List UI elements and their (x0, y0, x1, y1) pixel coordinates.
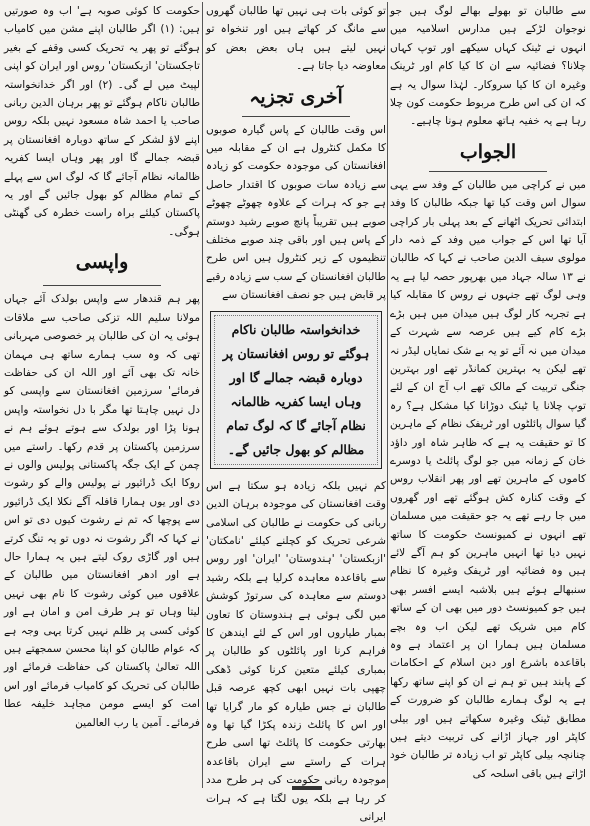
heading-wapsi: واپسی (75, 251, 129, 274)
heading-al-jawab: الجواب (459, 140, 517, 163)
page-footer-tab (292, 786, 322, 790)
column-right-intro: سے طالبان تو بھولے بھالے لوگ ہیں جو نوجوان لڑکے ہیں مدارس اسلامیہ میں انہوں نے ٹینک کہاں سیکھے اور توپ کہاں چلانا؟ فضائیہ سے ان کا کیا کام اور ٹرینک وغیرہ ان کا کیا سروکار۔ لہٰذا سوال یہ ہے کہ ان کی اس طرح مربوط حکومت کون چلا رہا ہے یہ خفیہ ہاتھ معلوم ہونا چاہیے۔ (390, 5, 586, 128)
column-left-intro: حکومت کا کوئی صوبہ ہے' اب وہ صورتیں ہیں: (۱) اگر طالبان اپنے مشن میں کامیاب ہوگئے تو پھر یہ تحریک کسی وقفے کے بغیر تاجکستان' ازبکستان' روس اور ایران کو اپنی لپیٹ میں لے گی۔ (۲) اور اگر خدانخواستہ طالبان ناکام ہوگئے تو پھر برہان الدین ربانی صاحب یا احمد شاہ مسعود نہیں بلکہ روس اپنے لاؤ لشکر کے ساتھ دوبارہ افغانستان پر قبضہ جمالے گا اور پھر وہاں ایسا کفریہ ظالمانہ نظام آجائے گا کہ لوگ اس سے پہلے کے تمام مظالم کو بھول جائیں گے اور یہ پاکستان کیلئے براہ راست خطرہ کی گھنٹی ہوگی۔ (3, 5, 201, 238)
column-divider-1 (387, 2, 388, 788)
column-left (4, 2, 200, 788)
pull-quote-box (210, 311, 382, 469)
column-middle-body-2: کم نہیں بلکہ زیادہ ہو سکتا ہے اس وقت افغانستان کی موجودہ برہان الدین ربانی کی حکومت نے طالبان کی اسلامی شرعی تحریک کو کچلنے کیلئے 'نامکتان' 'ازبکستان' 'ہندوستان' 'ایران' اور روس سے باقاعدہ معاہدہ کرلیا ہے بلکہ رشید دوستم سے معاہدہ کی سرتوڑ کوشش میں لگی ہوئی ہے ہندوستان کا تعاون بمبار طیاروں اور اس کے لئے ایندھن کا فراہم کرنا اور پائلٹوں کو طالبان پر بمباری کیلئے متعین کرنا کوئی ڈھکی چھپی بات نہیں ابھی کچھ عرصہ قبل طالبان نے جس طیارہ کو مار گرایا تھا اور اس کا پائلٹ زندہ پکڑا گیا تھا وہ بھارتی حکومت کا پائلٹ تھا اسی طرح ہرات کے راستے سے ایران باقاعدہ موجودہ ربانی حکومت کی ہر طرح مدد کر رہا ہے بلکہ یوں لگتا ہے کہ ہرات ایرانی (206, 479, 386, 823)
column-divider-2 (202, 2, 203, 788)
column-middle-intro: تو کوئی بات ہی نہیں تھا طالبان گھروں سے مانگ کر کھاتے ہیں اور تنخواہ تو نہیں لیتے ہیں ہاں بعض بعض کو معاوضہ دیا جاتا ہے۔ (206, 5, 386, 73)
column-right (390, 2, 586, 788)
column-middle-body-1: اس وقت طالبان کے پاس گیارہ صوبوں کا مکمل کنٹرول ہے ان کے مقابلہ میں افغانستان کی موجودہ حکومت کو زیادہ سے زیادہ سات صوبوں کا اقتدار حاصل ہے جو کہ ہرات کے علاوہ چھوٹے چھوٹے صوبے ہیں تقریباً پانچ صوبے رشید دوستم کے پاس ہیں اور باقی چند صوبے مختلف تنظیموں کے زیر کنٹرول ہیں اس طرح طالبان افغانستان کے سب سے زیادہ رقبے پر قابض ہیں جو نصف افغانستان سے (206, 123, 386, 302)
heading-underline (429, 171, 547, 172)
column-middle (206, 2, 386, 823)
newspaper-page (3, 2, 586, 823)
heading-underline (43, 285, 161, 286)
heading-underline (242, 116, 350, 117)
pull-quote-text: خدانخواستہ طالبان ناکام ہوگئے تو روس افغانستان پر دوبارہ قبضہ جمالے گا اور وہاں ایسا کفریہ ظالمانہ نظام آجائے گا کہ لوگ تمام مظالم کو بھول جائیں گے۔ (222, 321, 370, 457)
column-left-body: پھر ہم قندھار سے واپس بولدک آئے جہاں مولانا سلیم اللہ تزکی صاحب سے ملاقات ہوئی یہ ان کی طالبان پر خصوصی مہربانی تھی کہ وہ سب ہمارے ساتھ ہی مہمان خانہ تک بھی آئے اور اللہ ان کی حفاظت فرمائے' سرزمین افغانستان سے واپسی کو دل نہیں چاہتا تھا مگر با دل نخواستہ واپس ہونا پڑا اور بولدک سے ہوتے ہوئے ہم نے سرزمین پاکستان پر قدم رکھا۔ راستے میں چمن کے ایک جگہ پاکستانی پولیس والوں نے روکا ایک ڈرائیور نے پولیس والے کو رشوت دی اور یوں ہمارا قافلہ آگے نکلا ایک ڈرائیور سے پوچھا کہ تم نے رشوت کیوں دی تو اس نے کہا کہ اگر رشوت نہ دوں تو یہ تنگ کرتے ہیں اور گاڑی روک لیتے ہیں یہ ہمارا حال ہے اور ادھر افغانستان میں طالبان کے علاقوں میں کوئی رشوت کا نام بھی نہیں لیتا وہاں تو ہر طرف امن و امان ہے اور کوئی کسی پر ظلم نہیں کرتا یہی وجہ ہے کہ عوام طالبان کو اپنا محسن سمجھتے ہیں اللہ تعالیٰ پاکستان کی حفاظت فرمائے اور طالبان کی تحریک کو کامیاب فرمائے اور اس امت کو ایسے مومن مجاہد خلیفہ عطا فرمائے۔ آمین یا رب العالمین (4, 293, 200, 729)
heading-akhri-tajziya: آخری تجزیہ (249, 85, 343, 108)
column-right-body: میں نے کراچی میں طالبان کے وفد سے یہی سوال اس وقت کیا تھا جبکہ طالبان کا وفد ابتدائی تحریک اٹھانے کے بعد پہلی بار کراچی آیا تھا اس کے جواب میں وفد کے ذمہ دار مولوی سیف الدین صاحب نے کہا کہ طالبان نے ۱۳ سالہ جہاد میں بھرپور حصہ لیا ہے یہ وہی لوگ تھے جنہوں نے روس کا مقابلہ کیا ہے تجربہ کار لوگ ہیں میدان میں ہیں بڑے بڑے کام کیے ہیں عرصہ سے شہرت کے میدان میں نہ آئے تو یہ بے شک نمایاں لیڈر نہ تھے لیکن یہ بہترین کمانڈر تھے اور بہترین جنگی تربیت کے مالک تھے اب آج ان کے لئے توپ چلانا یا ٹینک دوڑانا کیا مشکل ہے؟ رہ گیا سوال پائلٹوں اور ٹریفک نظام کے ماہرین کا تو حقیقت یہ ہے کہ ظاہر شاہ اور داؤد خان کے زمانہ میں جو لوگ پائلٹ یا دوسرے کاموں کے ماہرین تھے اور پھر انقلاب روس کے وقت کنارہ کش ہوگئے تھے اور گھروں میں جا رہے تھے یہ جو حقیقت میں مسلمان تھے انہوں نے کمیونسٹ حکومت کا ساتھ نہیں دیا تھا انہیں ماہرین کو ہم آگے لائے ہیں وہ فضائیہ اور ٹریفک وغیرہ کا نظام سنبھالے ہوئے ہیں بلاشبہ ایسے افسر بھی ہیں جو کمیونسٹ دور میں بھی ان کے ساتھ کام میں شریک تھے لیکن اب وہ بچے مسلمان ہیں ہمارا ان پر اعتماد ہے وہ باقاعدہ باشرع اور دین اسلام کے احکامات کے پابند ہیں تو ہم نے ان کو اپنے ساتھ رکھا ہے یہ لوگ ہمارے طالبان کو ضرورت کے مطابق ٹینک وغیرہ سکھاتے ہیں اور بیلی کاپٹر اور جہاز اڑانے کی تربیت دیتے ہیں چنانچہ بیلی کاپٹر تو اب زیادہ تر طالبان خود اڑاتے ہیں باقی اسلحہ کی (390, 178, 586, 780)
